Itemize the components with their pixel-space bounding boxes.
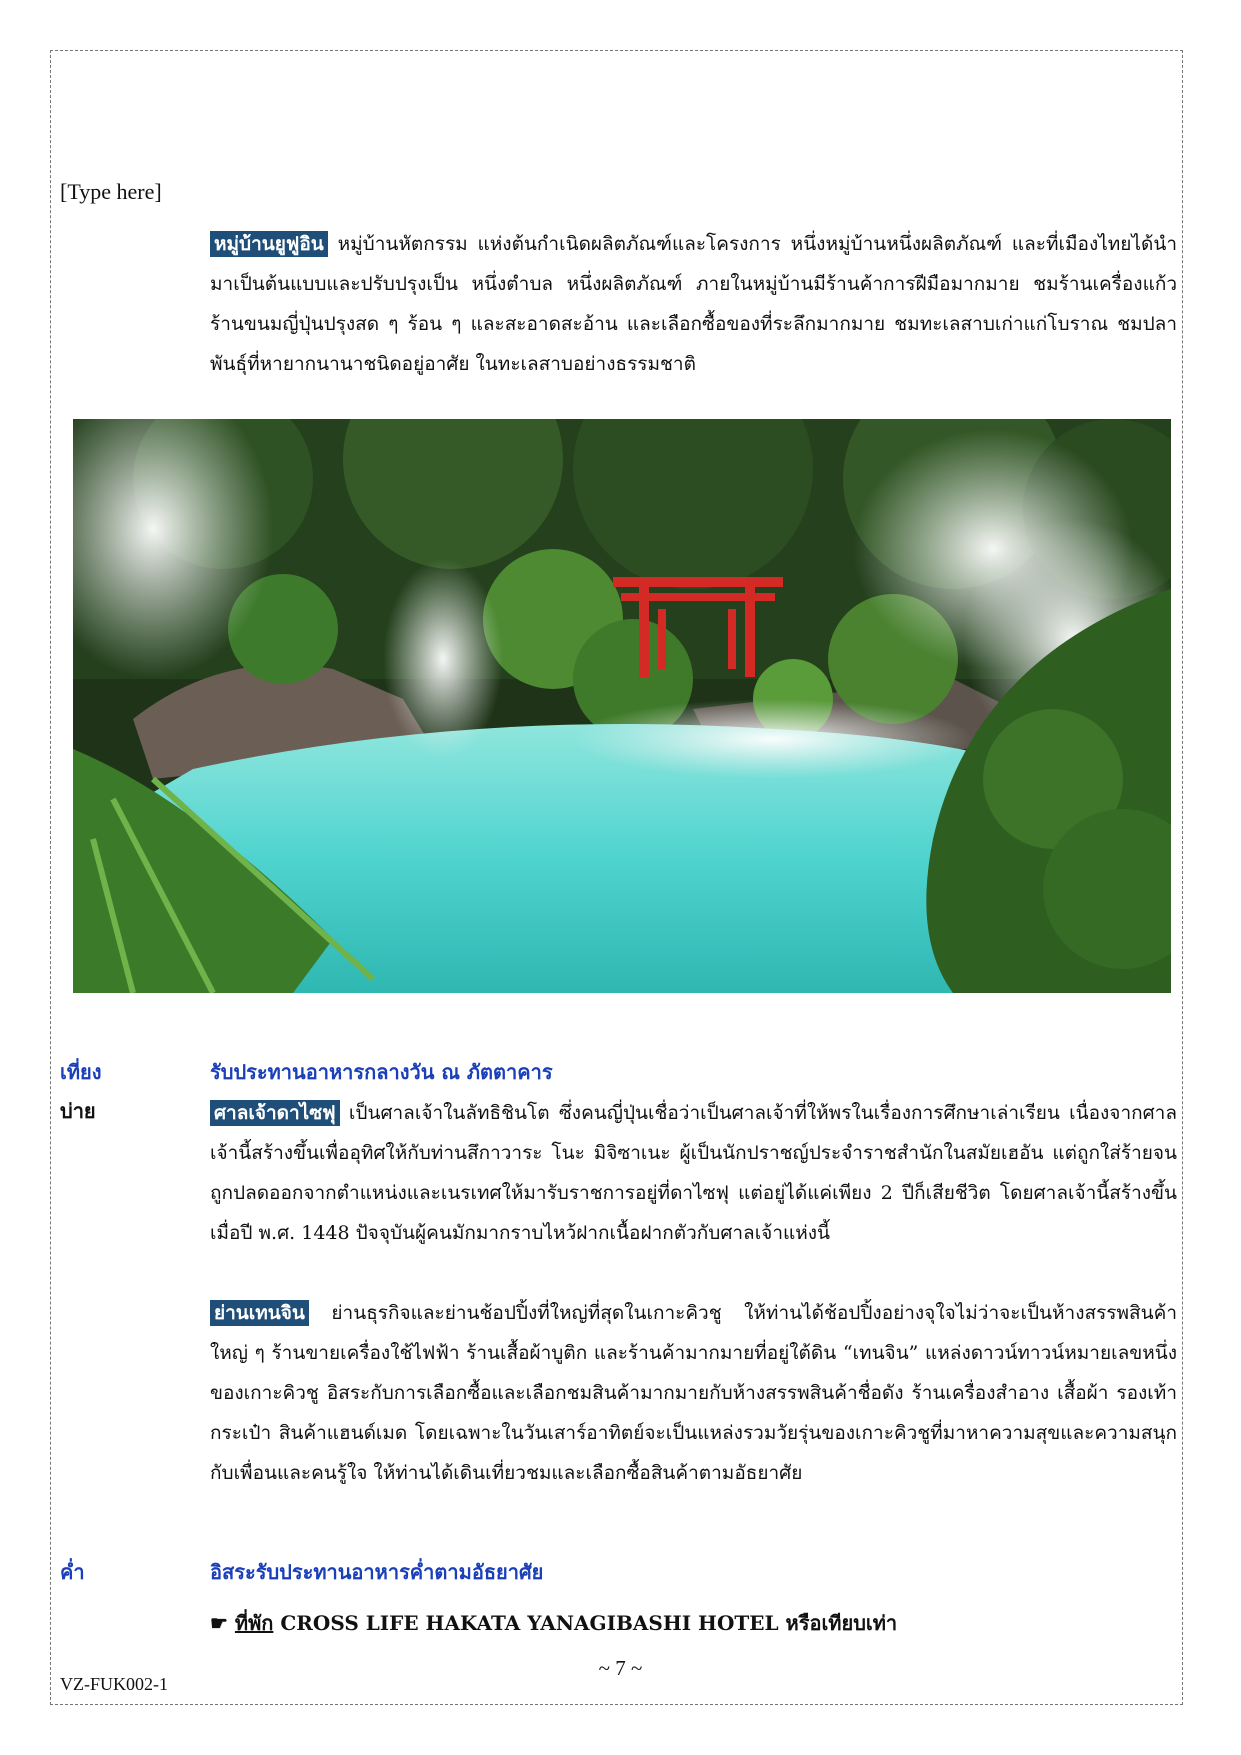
document-code: VZ-FUK002-1 — [60, 1674, 168, 1694]
tenjin-text: ย่านธุรกิจและย่านช้อปปิ้งที่ใหญ่ที่สุดในเกาะคิวชู ให้ท่านได้ช้อปปิ้งอย่างจุใจไม่ว่าจะเป็นห้างสรรพสินค้าใหญ่ ๆ ร้านขายเครื่องใช้ไฟฟ้า ร้านเสื้อผ้าบูติก และร้านค้ามากมายที่อยู่ใต้ดิน “เทนจิน” แหล่งดาวน์ทาวน์หมายเลขหนึ่งของเกาะคิวชู อิสระกับการเลือกซื้อและเลือกชมสินค้ามากมายกับห้างสรรพสินค้าชื่อดัง ร้านเครื่องสำอาง เสื้อผ้า รองเท้า กระเป๋า สินค้าแฮนด์เมด โดยเฉพาะในวันเสาร์อาทิตย์จะเป็นแหล่งรวมวัยรุ่นของเกาะคิวชูที่มาหาความสุขและความสนุกกับเพื่อนและคนรู้ใจ ให้ท่านได้เดินเที่ยวชมและเลือกซื้อสินค้าตามอัธยาศัย — [210, 1302, 1177, 1484]
hotel-text: CROSS LIFE HAKATA YANAGIBASHI HOTEL หรือเทียบเท่า — [273, 1611, 898, 1635]
dazaifu-text: เป็นศาลเจ้าในลัทธิชินโต ซึ่งคนญี่ปุ่นเชื่อว่าเป็นศาลเจ้าที่ให้พรในเรื่องการศึกษาเล่าเรียน เนื่องจากศาลเจ้านี้สร้างขึ้นเพื่ออุทิศให้กับท่านสึกาวาระ โนะ มิจิซาเนะ ผู้เป็นนักปราชญ์ประจำราชสำนักในสมัยเฮอัน แต่ถูกใส่ร้ายจนถูกปลดออกจากตำแหน่งและเนรเทศให้มารับราชการอยู่ที่ดาไซฟุ แต่อยู่ได้แค่เพียง 2 ปีก็เสียชีวิต โดยศาลเจ้านี้สร้างขึ้นเมื่อปี พ.ศ. 1448 ปัจจุบันผู้คนมักมากราบไหว้ฝากเนื้อฝากตัวกับศาลเจ้าแห่งนี้ — [210, 1102, 1177, 1244]
afternoon-label: บ่าย — [60, 1099, 96, 1123]
yufuin-paragraph — [210, 224, 1177, 384]
tenjin-paragraph — [210, 1293, 1177, 1493]
tenjin-title: ย่านเทนจิน — [210, 1300, 309, 1326]
lunch-text: รับประทานอาหารกลางวัน ณ ภัตตาคาร — [210, 1060, 553, 1084]
hot-spring-photo — [73, 419, 1171, 993]
lunch-label: เที่ยง — [60, 1060, 102, 1084]
yufuin-text: หมู่บ้านหัตกรรม แห่งต้นกำเนิดผลิตภัณฑ์และโครงการ หนึ่งหมู่บ้านหนึ่งผลิตภัณฑ์ และที่เมืองไทยได้นำมาเป็นต้นแบบและปรับปรุงเป็น หนึ่งตำบล หนึ่งผลิตภัณฑ์ ภายในหมู่บ้านมีร้านค้าการฝีมือมากมาย ชมร้านเครื่องแก้ว ร้านขนมญี่ปุ่นปรุงสด ๆ ร้อน ๆ และสะอาดสะอ้าน และเลือกซื้อของที่ระลึกมากมาย ชมทะเลสาบเก่าแก่โบราณ ชมปลาพันธุ์ที่หายากนานาชนิดอยู่อาศัย ในทะเลสาบอย่างธรรมชาติ — [210, 233, 1177, 375]
hotel-label: ที่พัก — [234, 1611, 274, 1635]
dazaifu-paragraph — [210, 1093, 1177, 1253]
page-number: ~ 7 ~ — [598, 1656, 643, 1680]
dazaifu-title: ศาลเจ้าดาไซฟุ — [210, 1100, 340, 1126]
header-placeholder: [Type here] — [60, 179, 162, 204]
dinner-text: อิสระรับประทานอาหารค่ำตามอัธยาศัย — [210, 1560, 544, 1584]
pointing-hand-icon: ☛ — [210, 1611, 228, 1635]
dinner-label: ค่ำ — [60, 1560, 85, 1584]
yufuin-title: หมู่บ้านยูฟูอิน — [210, 231, 328, 257]
hotel-line — [210, 1607, 897, 1639]
